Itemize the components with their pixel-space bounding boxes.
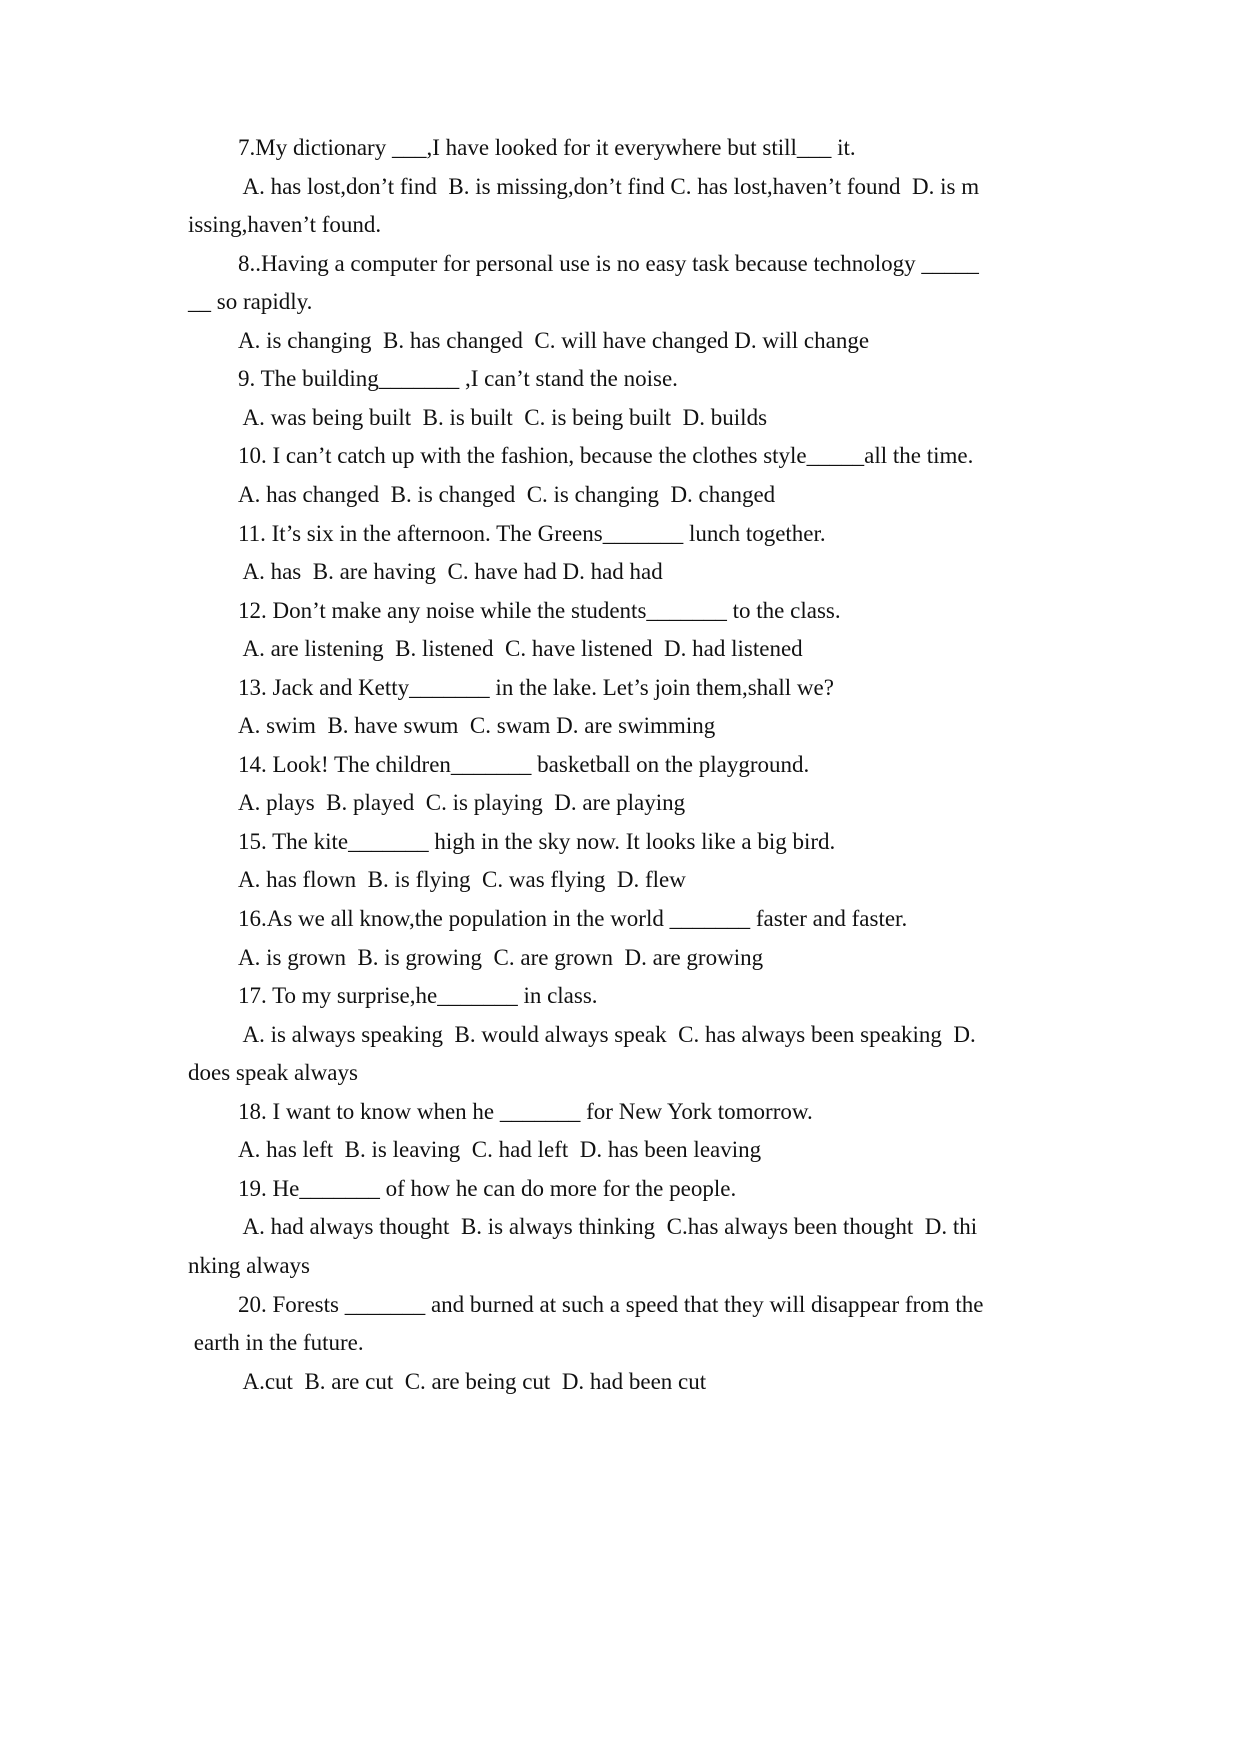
answer-options: A. has left B. is leaving C. had left D. has been leaving [238,1137,762,1162]
question-text: 13. Jack and Ketty_______ in the lake. Let’s join them,shall we? [238,675,834,700]
question-text: 19. He_______ of how he can do more for the people. [238,1176,737,1201]
question-text: __ so rapidly. [188,289,313,314]
answer-options: A. has flown B. is flying C. was flying D. flew [238,867,686,892]
answer-options: nking always [188,1253,311,1278]
question-text: 12. Don’t make any noise while the students_______ to the class. [238,598,841,623]
question-text: 7.My dictionary ___,I have looked for it everywhere but still___ it. [238,135,856,160]
question-text: 11. It’s six in the afternoon. The Greens_______ lunch together. [238,521,826,546]
question-text: earth in the future. [188,1330,364,1355]
question-text: 15. The kite_______ high in the sky now. It looks like a big bird. [238,829,836,854]
question-text: 20. Forests _______ and burned at such a speed that they will disappear from the [238,1292,984,1317]
answer-options: A. was being built B. is built C. is being built D. builds [238,405,768,430]
question-text: 17. To my surprise,he_______ in class. [238,983,598,1008]
answer-options: A. swim B. have swum C. swam D. are swimming [238,713,716,738]
answer-options: A. is always speaking B. would always speak C. has always been speaking D. [238,1022,976,1047]
answer-options: A.cut B. are cut C. are being cut D. had been cut [238,1369,707,1394]
answer-options: A. has lost,don’t find B. is missing,don’t find C. has lost,haven’t found D. is m [238,174,980,199]
answer-options: A. is grown B. is growing C. are grown D. are growing [238,945,764,970]
question-text: 14. Look! The children_______ basketball on the playground. [238,752,810,777]
question-text: 16.As we all know,the population in the world _______ faster and faster. [238,906,908,931]
question-text: 9. The building_______ ,I can’t stand the noise. [238,366,678,391]
answer-options: A. is changing B. has changed C. will have changed D. will change [238,328,870,353]
question-text: 18. I want to know when he _______ for New York tomorrow. [238,1099,813,1124]
question-text: 10. I can’t catch up with the fashion, because the clothes style_____all the time. [238,443,974,468]
answer-options: A. has changed B. is changed C. is changing D. changed [238,482,776,507]
answer-options: issing,haven’t found. [188,212,382,237]
answer-options: A. has B. are having C. have had D. had had [238,559,663,584]
answer-options: A. plays B. played C. is playing D. are playing [238,790,686,815]
question-text: 8..Having a computer for personal use is no easy task because technology _____ [238,251,979,276]
answer-options: A. are listening B. listened C. have listened D. had listened [238,636,803,661]
answer-options: A. had always thought B. is always thinking C.has always been thought D. thi [238,1214,978,1239]
answer-options: does speak always [188,1060,358,1085]
